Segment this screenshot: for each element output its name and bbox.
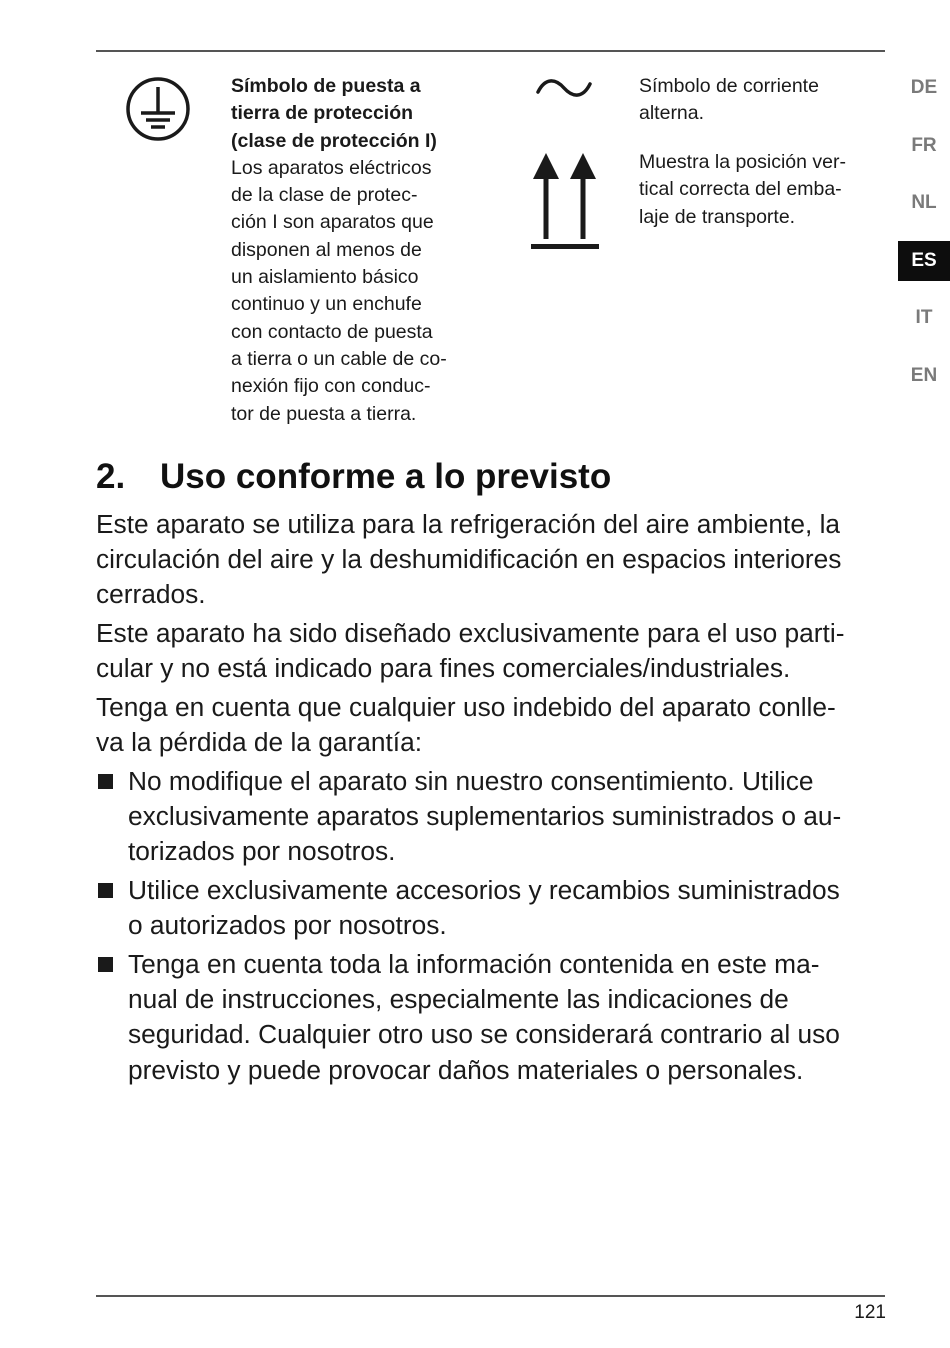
square-bullet-icon [98, 957, 113, 972]
language-tab-nl[interactable]: NL [911, 192, 937, 214]
list-item-text: No modifique el aparato sin nuestro consentimiento. Utilice exclusivamente aparatos suplementarios suministrados o au- torizados por nosotros. [128, 765, 842, 867]
language-tab-it[interactable]: IT [915, 307, 933, 329]
language-tab-es[interactable]: ES [898, 241, 950, 281]
alternating-current-block [639, 73, 879, 128]
protective-earth-description: Los aparatos eléctricos de la clase de protec- ción I son aparatos que disponen al menos de un aislamiento básico continuo y un enchufe con contacto de puesta a tierra o un cable de co- nexión fijo con conduc- tor de puesta a tierra. [231, 156, 447, 425]
list-item-text: Utilice exclusivamente accesorios y recambios suministrados o autorizados por nosotros. [128, 875, 840, 941]
paragraph: Este aparato ha sido diseñado exclusivamente para el uso parti- cular y no está indicado para fines comerciales/industriales. [96, 618, 845, 684]
paragraph: Este aparato se utiliza para la refrigeración del aire ambiente, la circulación del aire y la deshumidificación en espacios interiores cerrados. [96, 509, 842, 610]
bullet-list [96, 764, 885, 1088]
language-tab-de[interactable]: DE [910, 77, 938, 98]
list-item [96, 947, 885, 1088]
square-bullet-icon [98, 883, 113, 898]
this-way-up-block [639, 149, 879, 231]
page-number: 121 [854, 1302, 886, 1323]
alternating-current-icon [535, 74, 593, 102]
list-item-text: Tenga en cuenta toda la información contenida en este ma- nual de instrucciones, especialmente las indicaciones de seguridad. Cualquier otro uso se considerará contrario al uso previsto y puede provocar daños materiales o personales. [128, 948, 840, 1085]
section-number: 2. [96, 457, 126, 496]
section-heading [96, 453, 611, 501]
top-rule [96, 50, 885, 52]
bottom-rule [96, 1295, 885, 1297]
paragraph: Tenga en cuenta que cualquier uso indebido del aparato conlle- va la pérdida de la garantía: [96, 692, 836, 758]
square-bullet-icon [98, 774, 113, 789]
language-tab-fr[interactable]: FR [911, 134, 937, 156]
protective-earth-block [231, 73, 481, 428]
protective-earth-title: Símbolo de puesta a tierra de protección (clase de protección I) [231, 75, 437, 152]
section-title: Uso conforme a lo previsto [160, 457, 612, 496]
alternating-current-description: Símbolo de corriente alterna. [639, 75, 819, 125]
language-tabs [898, 68, 950, 414]
this-way-up-description: Muestra la posición ver- tical correcta del emba- laje de transporte. [639, 151, 846, 228]
protective-earth-icon [125, 76, 191, 142]
list-item [96, 873, 885, 943]
list-item [96, 764, 885, 870]
language-tab-en[interactable]: EN [910, 364, 938, 386]
section-body [96, 507, 885, 1091]
this-way-up-icon [530, 152, 600, 252]
